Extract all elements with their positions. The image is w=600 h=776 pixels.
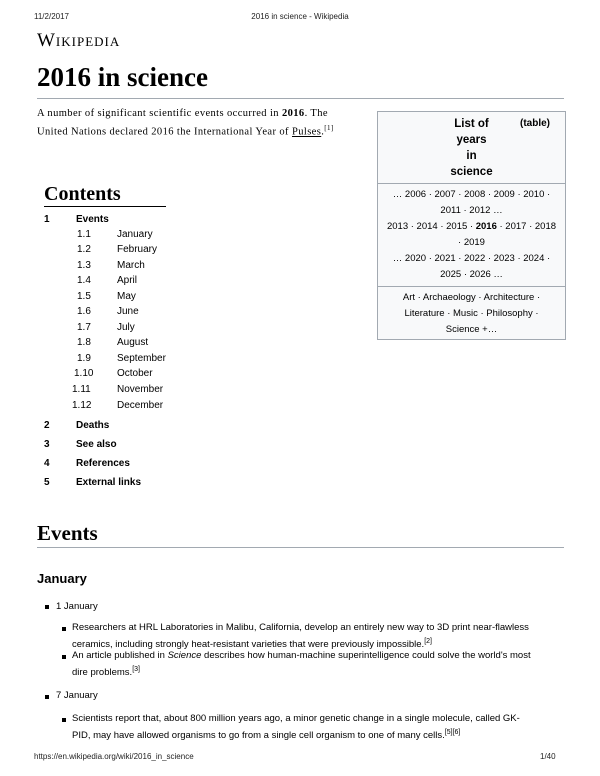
print-date: 11/2/2017 (34, 12, 69, 21)
date-7-january: 7 January (56, 690, 98, 701)
toc-item-february[interactable]: February (117, 244, 158, 255)
date-1-january: 1 January (56, 601, 98, 612)
bullet (62, 655, 66, 659)
toc-item-march[interactable]: March (117, 260, 145, 271)
bullet (62, 718, 66, 722)
table-of-contents: 1 Events 1.1 January 1.2 February 1.3 March 1.4 April 1.5 May 1.6 June 1.7 July 1.8 August 1.9 September 1.10 October 1.11 November 1.12 December 2 Deaths 3 See also 4 References 5 External links (44, 214, 166, 488)
title-divider (37, 98, 564, 99)
page-title: 2016 in science (37, 62, 208, 92)
bullet (45, 695, 49, 699)
print-page-title: 2016 in science - Wikipedia (251, 12, 349, 21)
toc-item-april[interactable]: April (117, 275, 138, 286)
infobox-years-list[interactable]: … 2006 · 2007 · 2008 · 2009 · 2010 · 2011 · 2012 … 2013 · 2014 · 2015 · 2016 · 2017 · 2018 · 2019 … 2020 · 2021 · 2022 · 2023 · 2024 · 2025 · 2026 … (378, 183, 565, 286)
toc-divider (44, 206, 166, 207)
infobox-heading: List of years in science (450, 118, 493, 178)
infobox-years-in-science (377, 111, 566, 340)
toc-item-october[interactable]: October (117, 368, 153, 379)
toc-item-august[interactable]: August (117, 337, 149, 348)
toc-item-see-also[interactable]: See also (76, 439, 117, 450)
pulses-link[interactable]: Pulses (291, 126, 322, 138)
table-link[interactable]: (table) (520, 118, 550, 129)
footer-url: https://en.wikipedia.org/wiki/2016_in_science (34, 752, 194, 761)
ref-2[interactable]: [2] (424, 638, 432, 645)
wikipedia-logo[interactable]: Wikipedia (37, 30, 121, 51)
bullet (62, 627, 66, 631)
events-divider (37, 547, 564, 548)
toc-item-june[interactable]: June (117, 306, 139, 317)
toc-item-may[interactable]: May (117, 291, 136, 302)
event-gk-pid: Scientists report that, about 800 million years ago, a minor genetic change in a single molecule, called GK- PID, may have allowed organisms to go from a single cell organism to one of many cells.[5][6] (72, 713, 520, 742)
bullet (45, 605, 49, 609)
toc-item-december[interactable]: December (117, 400, 164, 411)
science-journal-link[interactable]: Science (167, 650, 202, 661)
toc-item-deaths[interactable]: Deaths (76, 420, 110, 431)
intro-year: 2016 (281, 108, 305, 119)
intro-paragraph: A number of significant scientific events occurred in 2016. The United Nations declared 2016 the International Year of Pulses.[1] (37, 108, 334, 138)
toc-item-external-links[interactable]: External links (76, 477, 142, 488)
ref-3[interactable]: [3] (132, 666, 140, 673)
toc-item-july[interactable]: July (117, 322, 135, 333)
event-superintelligence: An article published in Science describes how human-machine superintelligence could solve the world's most dire problems.[3] (72, 650, 531, 679)
ref-1[interactable]: [1] (324, 124, 334, 132)
ref-5-6[interactable]: [5][6] (444, 729, 461, 736)
toc-item-november[interactable]: November (117, 384, 164, 395)
toc-item-references[interactable]: References (76, 458, 130, 469)
page-number: 1/40 (540, 752, 556, 761)
toc-title: Contents (44, 183, 121, 205)
toc-item-september[interactable]: September (117, 353, 166, 364)
infobox-fields-list[interactable]: Art · Archaeology · Architecture · Literature · Music · Philosophy · Science +… (378, 286, 565, 341)
event-hrl-3d-print: Researchers at HRL Laboratories in Malibu, California, develop an entirely new way to 3D print near-flawless ceramics, including strongly heat-resistant varieties that were previously impossible.[2] (72, 622, 529, 651)
toc-item-january[interactable]: January (117, 229, 153, 240)
january-heading: January (37, 571, 87, 586)
events-heading: Events (37, 521, 98, 545)
toc-item-events[interactable]: Events (76, 214, 109, 225)
